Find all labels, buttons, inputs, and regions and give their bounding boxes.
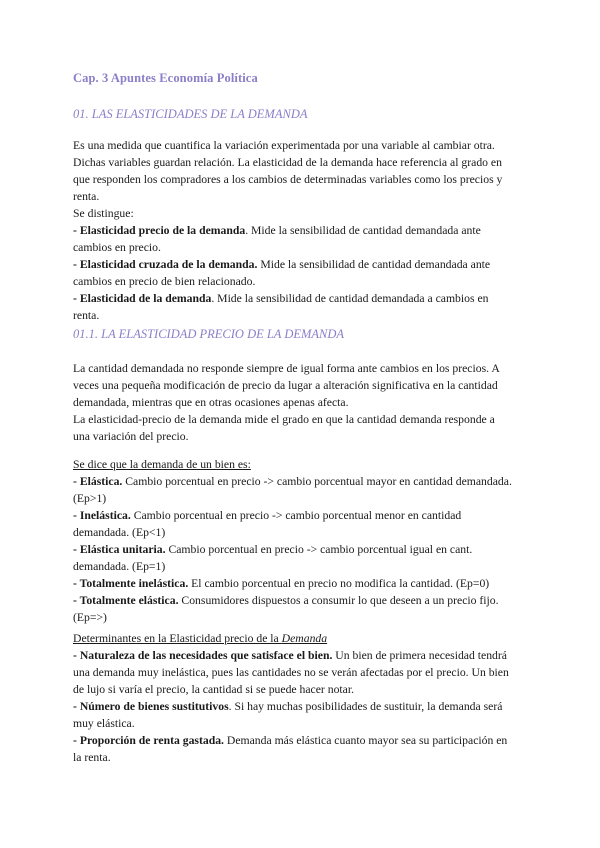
list-item <box>73 507 533 541</box>
item-term: - Totalmente inelástica. <box>73 577 189 590</box>
item-continuation: cambios en precio de bien relacionado. <box>73 275 256 288</box>
item-description: El cambio porcentual en precio no modifica la cantidad. (Ep=0) <box>188 577 490 590</box>
item-continuation: una demanda muy inelástica, pues las cantidades no se verán afectadas por el precio. Un bien <box>73 666 509 679</box>
item-term: - Número de bienes sustitutivos <box>73 700 229 713</box>
list-item <box>73 698 533 732</box>
item-continuation: (Ep>1) <box>73 492 107 505</box>
list-item <box>73 732 533 766</box>
document-title: Cap. 3 Apuntes Economía Política <box>73 71 258 85</box>
paragraph-line: La elasticidad-precio de la demanda mide el grado en que la cantidad demanda responde a <box>73 413 495 426</box>
section-1-body <box>73 137 533 324</box>
list-item <box>73 290 533 324</box>
section-2-body <box>73 360 533 445</box>
item-continuation: demandada. (Ep=1) <box>73 560 166 573</box>
list-item <box>73 222 533 256</box>
item-term: - Elástica unitaria. <box>73 543 166 556</box>
paragraph-line: renta. <box>73 190 100 203</box>
paragraph-line: La cantidad demandada no responde siempre de igual forma ante cambios en los precios. A <box>73 362 500 375</box>
item-term: - Naturaleza de las necesidades que satisface el bien. <box>73 649 333 662</box>
item-description: Cambio porcentual en precio -> cambio porcentual mayor en cantidad demandada. <box>122 475 512 488</box>
item-term: - Elástica. <box>73 475 123 488</box>
item-term: - Elasticidad cruzada de la demanda. <box>73 258 258 271</box>
list-item <box>73 647 533 698</box>
list-item <box>73 575 533 592</box>
determinantes-heading: Determinantes en la Elasticidad precio de la Demanda <box>73 632 328 645</box>
paragraph-line: Es una medida que cuantifica la variación experimentada por una variable al cambiar otra. <box>73 139 495 152</box>
paragraph-line: que responden los compradores a los cambios de determinadas variables como los precios y <box>73 173 503 186</box>
section-3-body <box>73 630 533 766</box>
list-intro-heading: Se dice que la demanda de un bien es: <box>73 458 251 471</box>
item-description: Cambio porcentual en precio -> cambio porcentual igual en cant. <box>165 543 473 556</box>
item-description: Un bien de primera necesidad tendrá <box>332 649 507 662</box>
section-heading-elasticidad-precio: 01.1. LA ELASTICIDAD PRECIO DE LA DEMANDA <box>73 327 345 341</box>
list-item <box>73 473 533 507</box>
item-term: - Elasticidad de la demanda <box>73 292 212 305</box>
section-heading-elasticidades: 01. LAS ELASTICIDADES DE LA DEMANDA <box>73 107 308 121</box>
item-continuation: demandada. (Ep<1) <box>73 526 166 539</box>
item-description: . Mide la sensibilidad de cantidad demandada a cambios en <box>211 292 489 305</box>
section-2-list <box>73 456 533 626</box>
item-continuation: cambios en precio. <box>73 241 161 254</box>
paragraph-line: una variación del precio. <box>73 430 189 443</box>
list-item <box>73 541 533 575</box>
item-continuation: (Ep=>) <box>73 611 107 624</box>
item-continuation: de lujo si varía el precio, la cantidad si se puede hacer notar. <box>73 683 355 696</box>
item-description: Demanda más elástica cuanto mayor sea su participación en <box>223 734 508 747</box>
determinantes-heading-italic: Demanda <box>281 632 328 645</box>
item-term: - Proporción de renta gastada. <box>73 734 224 747</box>
item-term: - Inelástica. <box>73 509 131 522</box>
paragraph-line: veces una pequeña modificación de precio da lugar a alteración significativa en la cantidad <box>73 379 498 392</box>
paragraph-line: Dichas variables guardan relación. La elasticidad de la demanda hace referencia al grado en <box>73 156 502 169</box>
paragraph-line: demandada, mientras que en otras ocasiones apenas afecta. <box>73 396 349 409</box>
item-description: Mide la sensibilidad de cantidad demandada ante <box>257 258 491 271</box>
item-description: . Mide la sensibilidad de cantidad demandada ante <box>245 224 481 237</box>
item-description: Cambio porcentual en precio -> cambio porcentual menor en cantidad <box>130 509 462 522</box>
list-item <box>73 256 533 290</box>
item-description: . Si hay muchas posibilidades de sustituir, la demanda será <box>228 700 503 713</box>
list-item <box>73 592 533 626</box>
item-description: Consumidores dispuestos a consumir lo que deseen a un precio fijo. <box>178 594 499 607</box>
distingue-label: Se distingue: <box>73 207 134 220</box>
item-term: - Totalmente elástica. <box>73 594 179 607</box>
item-continuation: renta. <box>73 309 100 322</box>
item-term: - Elasticidad precio de la demanda <box>73 224 246 237</box>
item-continuation: muy elástica. <box>73 717 135 730</box>
item-continuation: la renta. <box>73 751 111 764</box>
